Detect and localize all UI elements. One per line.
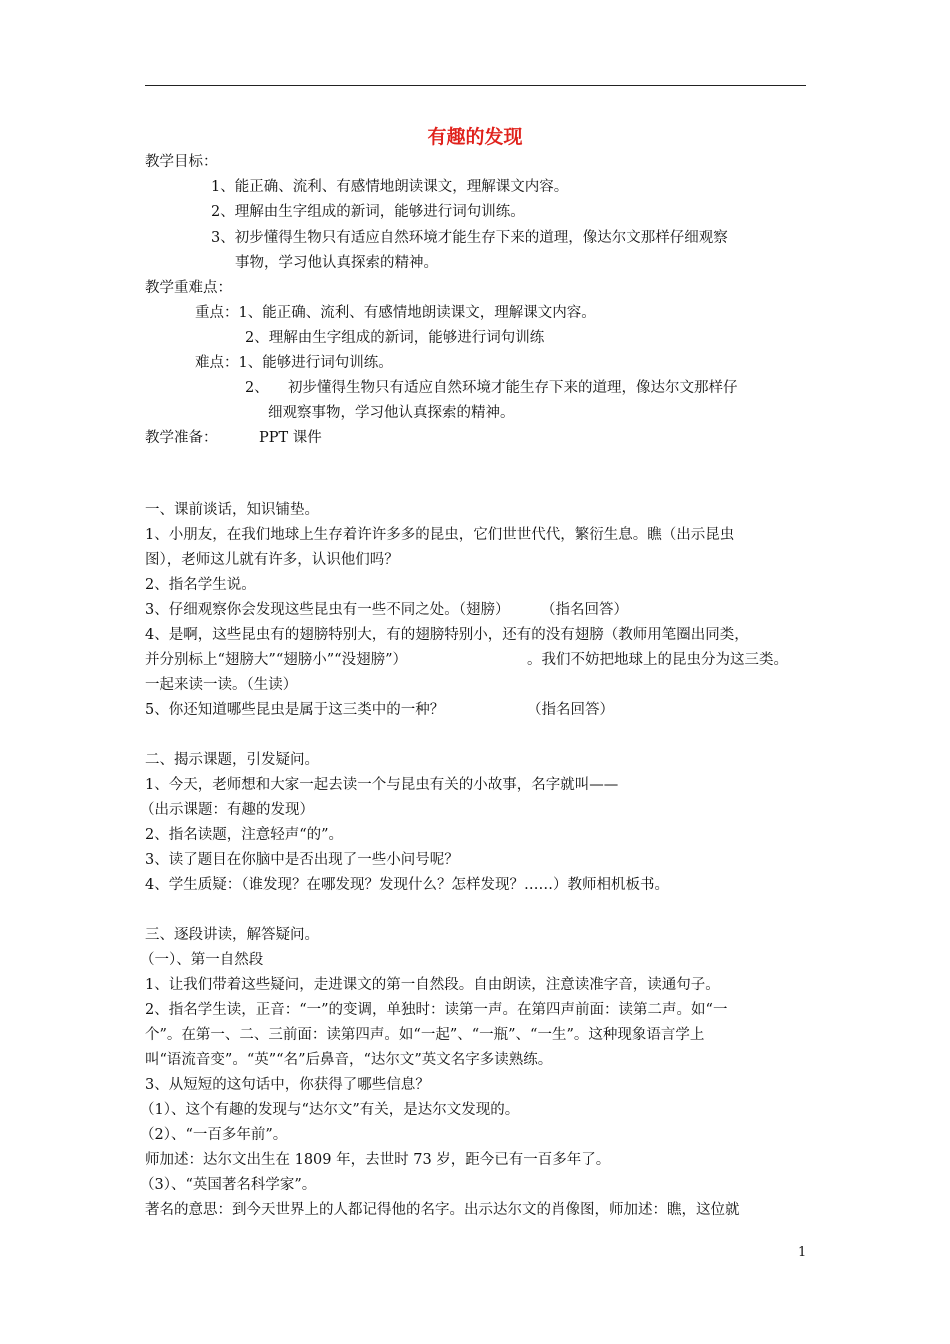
objective-item: 2、理解由生字组成的新词，能够进行词句训练。 <box>211 204 525 220</box>
focus-label: 重点： <box>195 305 239 321</box>
objective-item: 3、初步懂得生物只有适应自然环境才能生存下来的道理，像达尔文那样仔细观察 <box>211 230 728 246</box>
objective-item: 1、能正确、流利、有感情地朗读课文，理解课文内容。 <box>211 179 569 195</box>
paragraph-line-tail: 。我们不妨把地球上的昆虫分为这三类。 <box>527 652 788 668</box>
paragraph-line: 并分别标上“翅膀大”“翅膀小”“没翅膀”） <box>145 652 407 668</box>
paragraph-line: 4、是啊，这些昆虫有的翅膀特别大，有的翅膀特别小，还有的没有翅膀（教师用笔圈出同类， <box>145 627 749 643</box>
difficulty-item: 1、能够进行词句训练。 <box>238 355 393 371</box>
paragraph-line: （3）、“英国著名科学家”。 <box>140 1177 317 1193</box>
paragraph-line: （一）、第一自然段 <box>140 952 264 968</box>
paragraph-line-tail: （指名回答） <box>541 602 628 618</box>
paragraph-line: （2）、“一百多年前”。 <box>140 1127 288 1143</box>
prep-label: 教学准备： <box>145 430 218 446</box>
paragraph-line: 1、今天，老师想和大家一起去读一个与昆虫有关的小故事，名字就叫—— <box>145 777 619 793</box>
header-rule <box>145 85 806 86</box>
paragraph-line-tail: （指名回答） <box>527 702 614 718</box>
paragraph-line: 著名的意思：到今天世界上的人都记得他的名字。出示达尔文的肖像图，师加述：瞧，这位就 <box>145 1202 740 1218</box>
paragraph-line: 师加述：达尔文出生在 1809 年，去世时 73 岁，距今已有一百多年了。 <box>145 1152 611 1168</box>
difficulty-item-continued: 细观察事物，学习他认真探索的精神。 <box>268 405 515 421</box>
key-points-heading: 教学重难点： <box>145 280 232 296</box>
page-title: 有趣的发现 <box>427 126 523 148</box>
paragraph-line: 图），老师这儿就有许多，认识他们吗？ <box>145 552 399 568</box>
objectives-heading: 教学目标： <box>145 154 218 170</box>
paragraph-line: （出示课题：有趣的发现） <box>140 802 314 818</box>
paragraph-line: 一起来读一读。（生读） <box>145 677 298 693</box>
page-number: 1 <box>798 1245 807 1260</box>
section-heading: 三、逐段讲读，解答疑问。 <box>145 927 319 943</box>
paragraph-line: 2、指名读题，注意轻声“的”。 <box>145 827 344 843</box>
difficulty-item: 初步懂得生物只有适应自然环境才能生存下来的道理，像达尔文那样仔 <box>288 380 738 396</box>
paragraph-line: 1、小朋友，在我们地球上生存着许许多多的昆虫，它们世世代代，繁衍生息。瞧（出示昆虫 <box>145 527 735 543</box>
prep-value: PPT 课件 <box>259 430 322 446</box>
section-heading: 二、揭示课题，引发疑问。 <box>145 752 319 768</box>
difficulty-number: 2、 <box>245 380 269 396</box>
paragraph-line: 2、指名学生读，正音：“一”的变调，单独时：读第一声。在第四声前面：读第二声。如“一 <box>145 1002 728 1018</box>
focus-item: 2、理解由生字组成的新词，能够进行词句训练 <box>245 330 545 346</box>
section-heading: 一、课前谈话，知识铺垫。 <box>145 502 319 518</box>
paragraph-line: 1、让我们带着这些疑问，走进课文的第一自然段。自由朗读，注意读准字音，读通句子。 <box>145 977 720 993</box>
paragraph-line: 个”。在第一、二、三前面：读第四声。如“一起”、“一瓶”、“一生”。这种现象语言学上 <box>145 1027 705 1043</box>
paragraph-line: 2、指名学生说。 <box>145 577 256 593</box>
paragraph-line: 4、学生质疑：（谁发现？在哪发现？发现什么？怎样发现？……）教师相机板书。 <box>145 877 669 893</box>
paragraph-line: 叫“语流音变”。“英”“名”后鼻音，“达尔文”英文名字多读熟练。 <box>145 1052 553 1068</box>
difficulty-label: 难点： <box>195 355 239 371</box>
objective-item-continued: 事物，学习他认真探索的精神。 <box>235 255 438 271</box>
difficulty-row <box>195 353 393 373</box>
paragraph-line: 3、仔细观察你会发现这些昆虫有一些不同之处。（翅膀） <box>145 602 510 618</box>
focus-row <box>195 303 596 323</box>
paragraph-line: 3、读了题目在你脑中是否出现了一些小问号呢？ <box>145 852 459 868</box>
focus-item: 1、能正确、流利、有感情地朗读课文，理解课文内容。 <box>238 305 596 321</box>
paragraph-line: （1）、这个有趣的发现与“达尔文”有关，是达尔文发现的。 <box>140 1102 520 1118</box>
paragraph-line: 5、你还知道哪些昆虫是属于这三类中的一种？ <box>145 702 445 718</box>
paragraph-line: 3、从短短的这句话中，你获得了哪些信息？ <box>145 1077 430 1093</box>
